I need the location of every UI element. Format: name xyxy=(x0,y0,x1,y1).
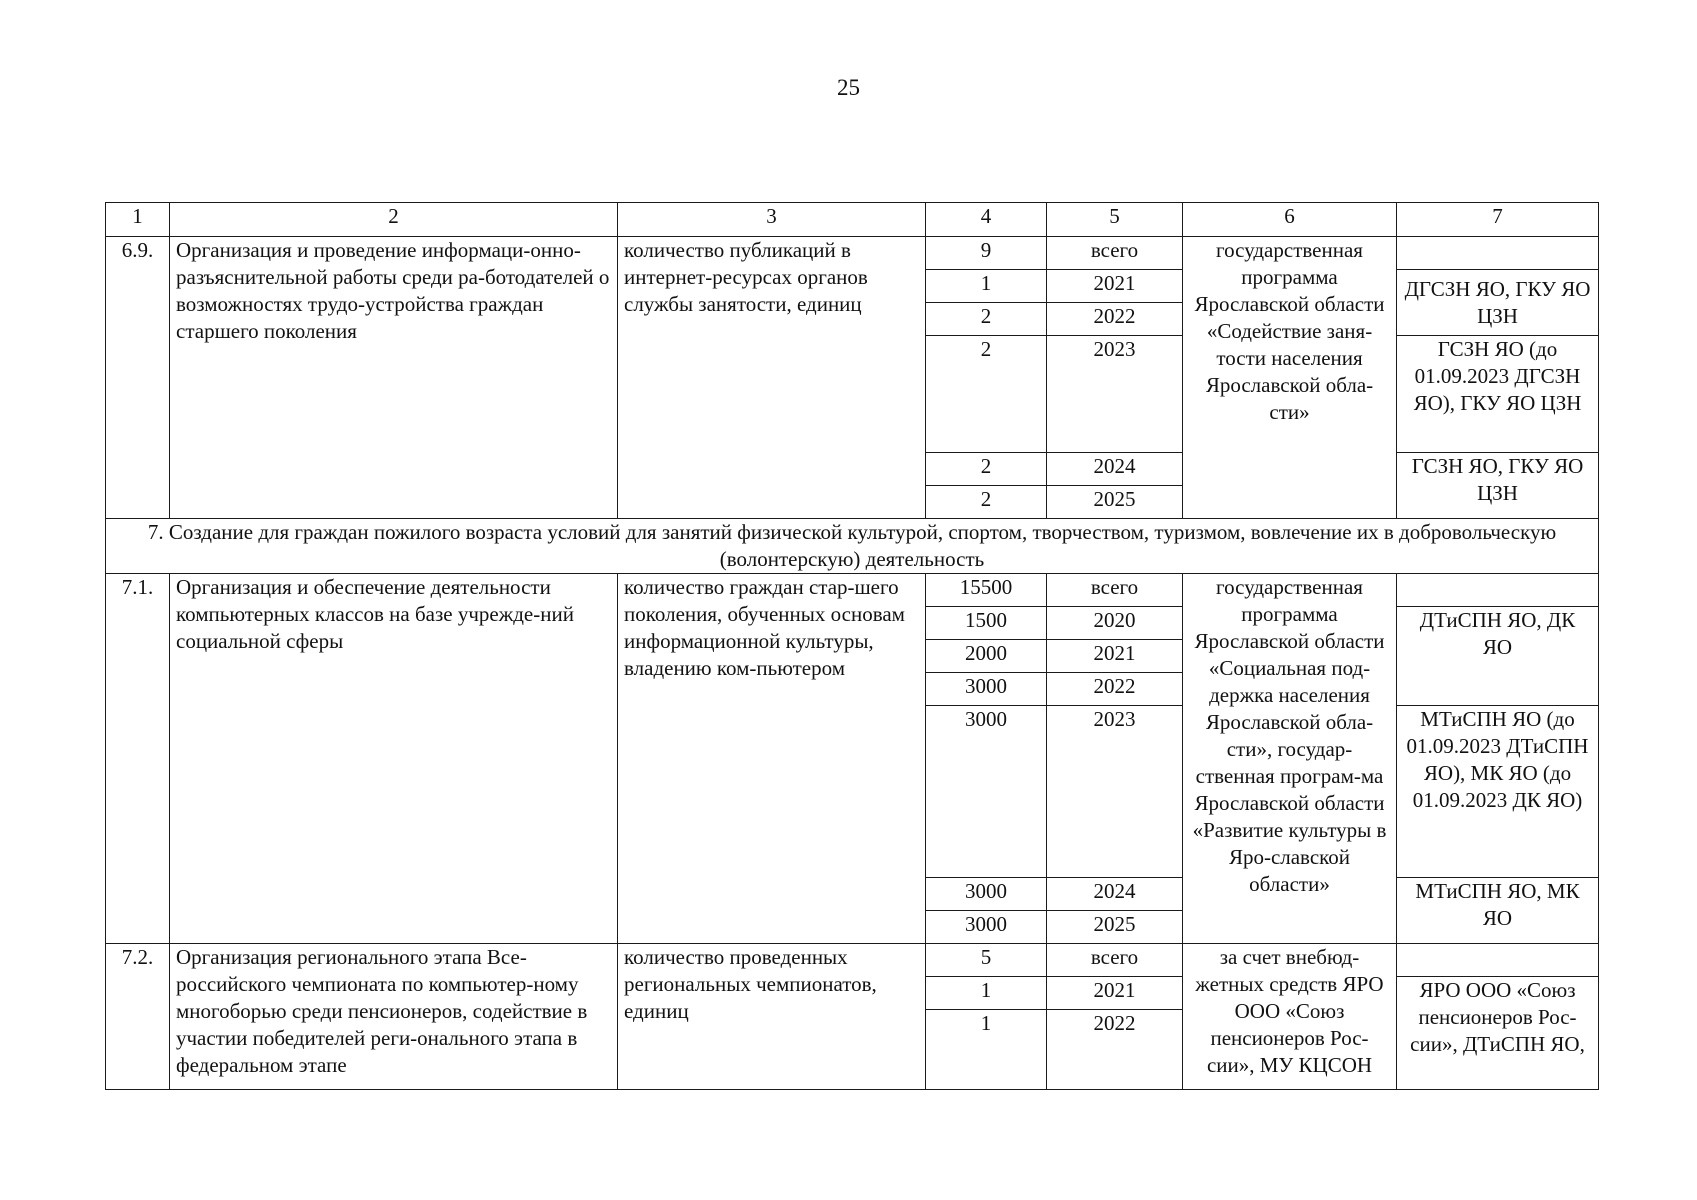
page-number: 25 xyxy=(837,75,860,100)
activity-text: Организация и обеспечение деятельности компьютерных классов на базе учрежде-ний социальной сферы xyxy=(170,574,618,944)
executor-cell: МТиСПН ЯО (до 01.09.2023 ДТиСПН ЯО), МК ЯО (до 01.09.2023 ДК ЯО) xyxy=(1397,706,1599,878)
value-cell: 2 xyxy=(926,336,1047,453)
year-cell: 2023 xyxy=(1047,336,1183,453)
item-number: 7.1. xyxy=(106,574,170,944)
year-cell: 2022 xyxy=(1047,673,1183,706)
value-cell: 3000 xyxy=(926,706,1047,878)
year-cell: 2025 xyxy=(1047,486,1183,519)
year-cell: 2022 xyxy=(1047,303,1183,336)
year-cell: 2021 xyxy=(1047,977,1183,1010)
value-cell: 1 xyxy=(926,977,1047,1010)
header-row xyxy=(106,203,1599,237)
executor-cell: МТиСПН ЯО, МК ЯО xyxy=(1397,878,1599,944)
year-cell: 2020 xyxy=(1047,607,1183,640)
executor-cell: ГСЗН ЯО, ГКУ ЯО ЦЗН xyxy=(1397,453,1599,519)
value-cell: 2 xyxy=(926,303,1047,336)
program-table xyxy=(105,202,1599,1090)
header-cell-3: 3 xyxy=(618,203,926,237)
value-cell: 2000 xyxy=(926,640,1047,673)
activity-text: Организация регионального этапа Все-российского чемпионата по компьютер-ному многоборью среди пенсионеров, содействие в участии победителей реги-онального этапа в федеральном этапе xyxy=(170,944,618,1090)
value-cell: 5 xyxy=(926,944,1047,977)
value-cell: 3000 xyxy=(926,878,1047,911)
funding-source: за счет внебюд-жетных средств ЯРО ООО «Союз пенсионеров Рос-сии», МУ КЦСОН xyxy=(1183,944,1397,1090)
value-cell: 1 xyxy=(926,1010,1047,1090)
year-cell: всего xyxy=(1047,237,1183,270)
header-cell-4: 4 xyxy=(926,203,1047,237)
value-cell: 2 xyxy=(926,453,1047,486)
indicator-text: количество граждан стар-шего поколения, обученных основам информационной культуры, владению ком-пьютером xyxy=(618,574,926,944)
value-cell: 3000 xyxy=(926,673,1047,706)
header-cell-1: 1 xyxy=(106,203,170,237)
executor-cell xyxy=(1397,574,1599,607)
header-cell-6: 6 xyxy=(1183,203,1397,237)
indicator-text: количество проведенных региональных чемпионатов, единиц xyxy=(618,944,926,1090)
table-row xyxy=(106,237,1599,270)
year-cell: всего xyxy=(1047,944,1183,977)
activity-text: Организация и проведение информаци-онно-разъяснительной работы среди ра-ботодателей о возможностях трудо-устройства граждан старшего поколения xyxy=(170,237,618,519)
table-row xyxy=(106,944,1599,977)
executor-cell: ДТиСПН ЯО, ДК ЯО xyxy=(1397,607,1599,706)
year-cell: 2022 xyxy=(1047,1010,1183,1090)
table-row xyxy=(106,574,1599,607)
year-cell: 2024 xyxy=(1047,453,1183,486)
value-cell: 15500 xyxy=(926,574,1047,607)
year-cell: 2021 xyxy=(1047,270,1183,303)
value-cell: 2 xyxy=(926,486,1047,519)
executor-cell xyxy=(1397,944,1599,977)
indicator-text: количество публикаций в интернет-ресурсах органов службы занятости, единиц xyxy=(618,237,926,519)
item-number: 6.9. xyxy=(106,237,170,519)
executor-cell xyxy=(1397,237,1599,270)
header-cell-2: 2 xyxy=(170,203,618,237)
funding-source: государственная программа Ярославской области «Содействие заня-тости населения Ярославской обла-сти» xyxy=(1183,237,1397,519)
executor-cell: ЯРО ООО «Союз пенсионеров Рос-сии», ДТиСПН ЯО, xyxy=(1397,977,1599,1090)
header-cell-5: 5 xyxy=(1047,203,1183,237)
header-cell-7: 7 xyxy=(1397,203,1599,237)
year-cell: 2025 xyxy=(1047,911,1183,944)
value-cell: 1 xyxy=(926,270,1047,303)
value-cell: 9 xyxy=(926,237,1047,270)
value-cell: 3000 xyxy=(926,911,1047,944)
section-heading-row xyxy=(106,519,1599,574)
item-number: 7.2. xyxy=(106,944,170,1090)
year-cell: 2023 xyxy=(1047,706,1183,878)
year-cell: 2021 xyxy=(1047,640,1183,673)
value-cell: 1500 xyxy=(926,607,1047,640)
year-cell: 2024 xyxy=(1047,878,1183,911)
funding-source: государственная программа Ярославской области «Социальная под-держка населения Ярославской обла-сти», государ-ственная програм-ма Ярославской области «Развитие культуры в Яро-славской области» xyxy=(1183,574,1397,944)
executor-cell: ДГСЗН ЯО, ГКУ ЯО ЦЗН xyxy=(1397,270,1599,336)
section-heading: 7. Создание для граждан пожилого возраста условий для занятий физической культурой, спортом, творчеством, туризмом, вовлечение их в добровольческую (волонтерскую) деятельность xyxy=(106,519,1599,574)
executor-cell: ГСЗН ЯО (до 01.09.2023 ДГСЗН ЯО), ГКУ ЯО ЦЗН xyxy=(1397,336,1599,453)
year-cell: всего xyxy=(1047,574,1183,607)
